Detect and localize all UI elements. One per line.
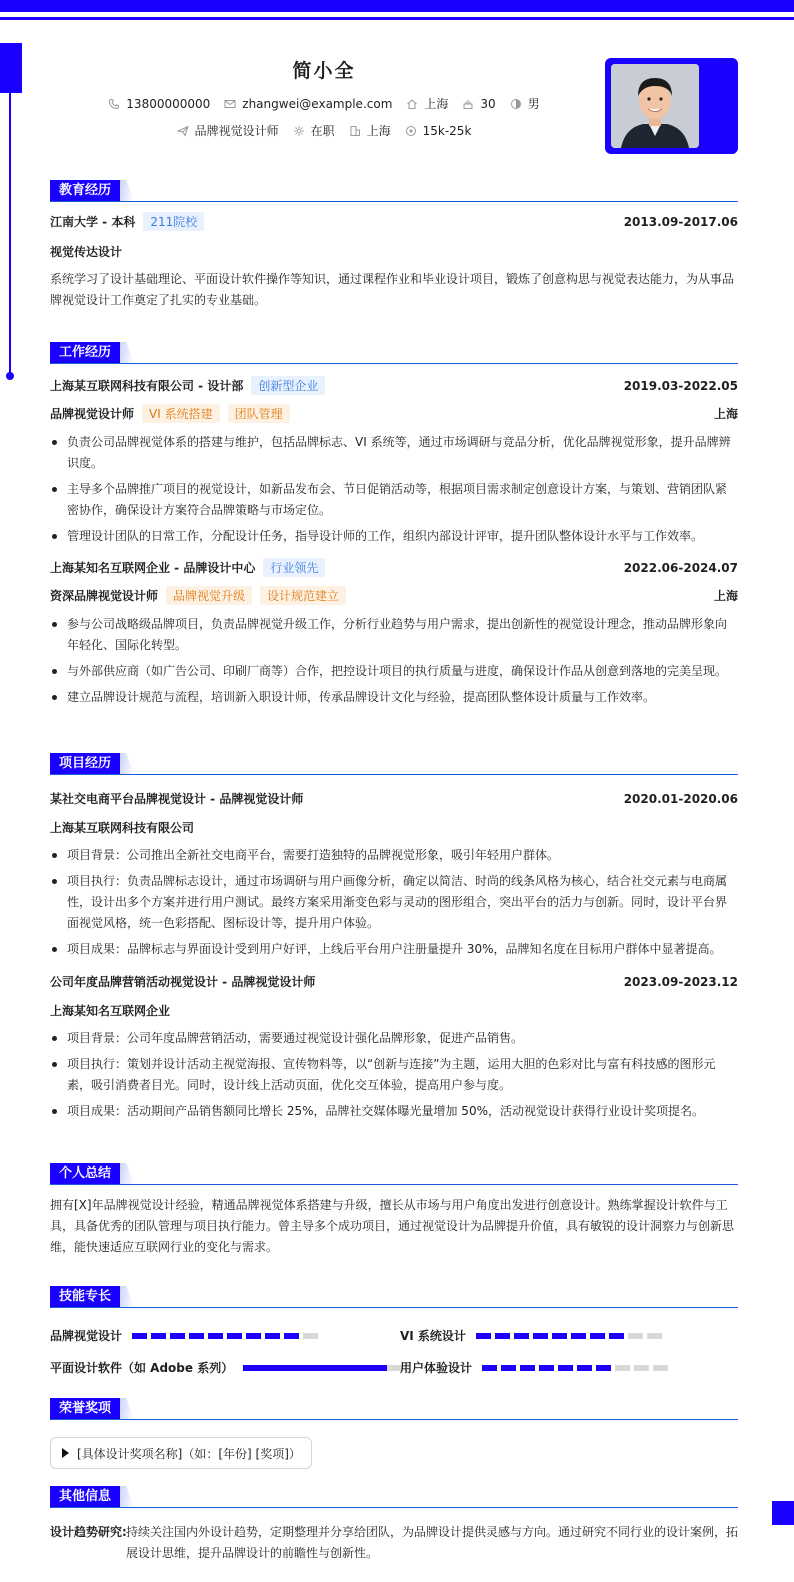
project-item xyxy=(50,790,738,960)
award-item[interactable] xyxy=(50,1437,312,1469)
left-accent-block xyxy=(0,43,22,93)
skill-level-segment-filled xyxy=(151,1333,166,1339)
job-tag: 团队管理 xyxy=(228,404,290,423)
skill-level-segment-filled xyxy=(514,1333,529,1339)
skill-name: 用户体验设计 xyxy=(400,1361,473,1375)
list-item: 项目成果：活动期间产品销售额同比增长 25%，品牌社交媒体曝光量增加 50%，活动视觉设计获得行业设计奖项提名。 xyxy=(50,1101,738,1122)
gear-icon xyxy=(293,125,305,137)
other-text: 持续关注国内外设计趋势，定期整理并分享给团队，为品牌设计提供灵感与方向。通过研究不同行业的设计案例，拓展设计思维，提升品牌设计的前瞻性与创新性。 xyxy=(126,1525,739,1560)
skills-section xyxy=(50,1286,738,1386)
skill-level-segment-empty xyxy=(634,1365,649,1371)
education-header-row xyxy=(50,212,738,231)
project-title: 某社交电商平台品牌视觉设计 - 品牌视觉设计师 xyxy=(50,792,304,806)
education-desc: 系统学习了设计基础理论、平面设计软件操作等知识，通过课程作业和毕业设计项目，锻炼了创意构思与视觉表达能力，为从事品牌视觉设计工作奠定了扎实的专业基础。 xyxy=(50,272,735,307)
skill-level-fill xyxy=(243,1365,387,1371)
skill-level-segment-filled xyxy=(571,1333,586,1339)
skill-item xyxy=(50,1327,318,1344)
project-period: 2023.09-2023.12 xyxy=(623,974,738,989)
section-label-tail xyxy=(120,1398,134,1419)
salary-text: 15k-25k xyxy=(422,123,472,138)
section-label-tail xyxy=(120,753,134,774)
project-period: 2020.01-2020.06 xyxy=(623,791,738,806)
school-name: 江南大学 - 本科 xyxy=(50,215,136,229)
skill-level-segment-filled xyxy=(533,1333,548,1339)
other-label: 设计趋势研究: xyxy=(50,1525,127,1539)
work-role-row xyxy=(50,586,738,605)
left-accent-line xyxy=(9,93,11,376)
email-item xyxy=(224,97,392,111)
education-period: 2013.09-2017.06 xyxy=(623,214,738,229)
skill-level-bar xyxy=(243,1365,403,1371)
section-label: 个人总结 xyxy=(50,1163,120,1184)
skill-level-segment-empty xyxy=(615,1365,630,1371)
company-badge: 行业领先 xyxy=(263,558,325,577)
skill-name: VI 系统设计 xyxy=(400,1329,466,1343)
work-item xyxy=(50,558,738,708)
work-city: 上海 xyxy=(713,589,738,603)
award-text: [具体设计奖项名称]（如：[年份] [奖项]） xyxy=(77,1446,301,1461)
expand-triangle-icon xyxy=(62,1448,69,1458)
right-accent-block xyxy=(772,1501,794,1525)
section-title xyxy=(50,1398,738,1420)
skill-level-segment-filled xyxy=(284,1333,299,1339)
hometown-item xyxy=(406,95,448,112)
list-item: 项目执行：负责品牌标志设计，通过市场调研与用户画像分析，确定以简洁、时尚的线条风格为核心，结合社交元素与电商属性，设计出多个方案并进行用户测试。最终方案采用渐变色彩与灵动的图形组合，突出平台的活力与创新。同时，设计平台界面视觉风格，统一色彩搭配、图标设计等，提升用户体验。 xyxy=(50,871,738,934)
work-city: 上海 xyxy=(713,407,738,421)
intention-row xyxy=(50,122,598,139)
skill-level-bar xyxy=(482,1365,668,1371)
skill-level-bar xyxy=(132,1333,318,1339)
section-title xyxy=(50,180,738,202)
project-header-row xyxy=(50,973,738,990)
job-title: 资深品牌视觉设计师 xyxy=(50,589,159,603)
skill-level-segment-filled xyxy=(482,1365,497,1371)
city-text: 上海 xyxy=(366,124,391,138)
skill-level-segment-filled xyxy=(552,1333,567,1339)
candidate-name: 简小全 xyxy=(292,60,356,82)
school-badge: 211院校 xyxy=(143,212,204,231)
skill-level-segment-filled xyxy=(577,1365,592,1371)
section-title xyxy=(50,1286,738,1308)
section-label-tail xyxy=(120,1286,134,1307)
work-role-row xyxy=(50,404,738,423)
company-name: 上海某知名互联网企业 - 品牌设计中心 xyxy=(50,561,256,575)
skill-level-segment-filled xyxy=(170,1333,185,1339)
summary-section xyxy=(50,1163,738,1258)
status-item xyxy=(293,122,335,139)
skill-level-segment-empty xyxy=(628,1333,643,1339)
role-item xyxy=(177,122,279,139)
phone-item xyxy=(108,97,210,111)
skill-level-segment-filled xyxy=(609,1333,624,1339)
phone-icon xyxy=(108,98,120,110)
job-tag: 品牌视觉升级 xyxy=(166,586,252,605)
skill-level-segment-filled xyxy=(227,1333,242,1339)
mail-icon xyxy=(224,98,236,110)
skill-level-segment-filled xyxy=(501,1365,516,1371)
other-section xyxy=(50,1486,738,1564)
skill-item xyxy=(50,1359,403,1376)
work-header-row xyxy=(50,558,738,577)
section-label-tail xyxy=(120,180,134,201)
email-text: zhangwei@example.com xyxy=(242,96,393,111)
role-text: 品牌视觉设计师 xyxy=(194,124,279,138)
work-period: 2019.03-2022.05 xyxy=(623,378,738,393)
cake-icon xyxy=(462,98,474,110)
project-bullets xyxy=(50,845,738,960)
avatar xyxy=(611,64,699,148)
top-accent-bar xyxy=(0,0,794,12)
work-bullets xyxy=(50,614,738,708)
project-company: 上海某知名互联网企业 xyxy=(50,1004,171,1018)
age-item xyxy=(462,97,495,111)
skill-name: 品牌视觉设计 xyxy=(50,1329,123,1343)
city-item xyxy=(349,122,391,139)
skill-level-segment-filled xyxy=(590,1333,605,1339)
home-icon xyxy=(406,98,418,110)
section-label: 项目经历 xyxy=(50,753,120,774)
skill-level-segment-empty xyxy=(653,1365,668,1371)
top-accent-line xyxy=(0,17,794,20)
salary-item xyxy=(405,124,472,138)
skill-level-segment-filled xyxy=(596,1365,611,1371)
gender-item xyxy=(510,95,540,112)
left-accent-dot xyxy=(6,372,14,380)
project-header-row xyxy=(50,790,738,807)
skill-level-segment-empty xyxy=(303,1333,318,1339)
job-tag: 设计规范建立 xyxy=(260,586,346,605)
project-section xyxy=(50,753,738,1127)
section-title xyxy=(50,1163,738,1185)
work-bullets xyxy=(50,432,738,547)
section-title xyxy=(50,1486,738,1508)
work-item xyxy=(50,376,738,547)
section-label: 工作经历 xyxy=(50,342,120,363)
contact-row xyxy=(50,95,598,112)
skill-level-segment-filled xyxy=(265,1333,280,1339)
section-label: 技能专长 xyxy=(50,1286,120,1307)
list-item: 项目背景：公司年度品牌营销活动，需要通过视觉设计强化品牌形象，促进产品销售。 xyxy=(50,1028,738,1049)
project-item xyxy=(50,973,738,1122)
resume-header xyxy=(50,56,598,139)
list-item: 建立品牌设计规范与流程，培训新入职设计师，传承品牌设计文化与经验，提高团队整体设计质量与工作效率。 xyxy=(50,687,738,708)
skill-level-segment-filled xyxy=(208,1333,223,1339)
skill-level-segment-empty xyxy=(647,1333,662,1339)
section-label: 教育经历 xyxy=(50,180,120,201)
awards-section xyxy=(50,1398,738,1469)
skill-level-segment-filled xyxy=(132,1333,147,1339)
hometown-text: 上海 xyxy=(424,97,449,111)
section-label: 其他信息 xyxy=(50,1486,120,1507)
list-item: 主导多个品牌推广项目的视觉设计，如新品发布会、节日促销活动等，根据项目需求制定创意设计方案，与策划、营销团队紧密协作，确保设计方案符合品牌策略与市场定位。 xyxy=(50,479,738,521)
job-tag: VI 系统搭建 xyxy=(142,404,220,423)
major-name: 视觉传达设计 xyxy=(50,245,123,259)
photo-frame xyxy=(605,58,738,154)
company-name: 上海某互联网科技有限公司 - 设计部 xyxy=(50,379,244,393)
skill-level-bar xyxy=(476,1333,662,1339)
section-label-tail xyxy=(120,1163,134,1184)
skill-level-segment-filled xyxy=(558,1365,573,1371)
work-period: 2022.06-2024.07 xyxy=(623,560,738,575)
skill-item xyxy=(400,1359,668,1376)
skill-level-segment-filled xyxy=(476,1333,491,1339)
list-item: 项目执行：策划并设计活动主视觉海报、宣传物料等，以“创新与连接”为主题，运用大胆的色彩对比与富有科技感的图形元素，吸引消费者目光。同时，设计线上活动页面，优化交互体验，提高用户参与度。 xyxy=(50,1054,738,1096)
education-section xyxy=(50,180,738,311)
list-item: 项目背景：公司推出全新社交电商平台，需要打造独特的品牌视觉形象，吸引年轻用户群体。 xyxy=(50,845,738,866)
age-text: 30 xyxy=(480,96,496,111)
project-bullets xyxy=(50,1028,738,1122)
building-icon xyxy=(349,125,361,137)
section-label-tail xyxy=(120,1486,134,1507)
section-label: 荣誉奖项 xyxy=(50,1398,120,1419)
other-item xyxy=(50,1522,738,1564)
gender-icon xyxy=(510,98,522,110)
skill-name: 平面设计软件（如 Adobe 系列） xyxy=(50,1361,234,1375)
skill-item xyxy=(400,1327,662,1344)
skill-level-segment-filled xyxy=(520,1365,535,1371)
skill-level-segment-filled xyxy=(246,1333,261,1339)
work-section xyxy=(50,342,738,713)
list-item: 负责公司品牌视觉体系的搭建与维护，包括品牌标志、VI 系统等，通过市场调研与竞品分析，优化品牌视觉形象，提升品牌辨识度。 xyxy=(50,432,738,474)
project-title: 公司年度品牌营销活动视觉设计 - 品牌视觉设计师 xyxy=(50,975,316,989)
skill-level-segment-filled xyxy=(189,1333,204,1339)
section-title xyxy=(50,753,738,775)
summary-text: 拥有[X]年品牌视觉设计经验，精通品牌视觉体系搭建与升级，擅长从市场与用户角度出发进行创意设计。熟练掌握设计软件与工具，具备优秀的团队管理与项目执行能力。曾主导多个成功项目，通过视觉设计为品牌提升价值，具有敏锐的设计洞察力与创新思维，能快速适应互联网行业的变化与需求。 xyxy=(50,1198,735,1254)
job-title: 品牌视觉设计师 xyxy=(50,407,135,421)
skill-level-segment-filled xyxy=(495,1333,510,1339)
company-badge: 创新型企业 xyxy=(251,376,325,395)
phone-text: 13800000000 xyxy=(126,96,211,111)
status-text: 在职 xyxy=(310,124,335,138)
project-company: 上海某互联网科技有限公司 xyxy=(50,821,195,835)
list-item: 与外部供应商（如广告公司、印刷厂商等）合作，把控设计项目的执行质量与进度，确保设计作品从创意到落地的完美呈现。 xyxy=(50,661,738,682)
list-item: 项目成果：品牌标志与界面设计受到用户好评，上线后平台用户注册量提升 30%，品牌知名度在目标用户群体中显著提高。 xyxy=(50,939,738,960)
work-header-row xyxy=(50,376,738,395)
coin-icon xyxy=(405,125,417,137)
gender-text: 男 xyxy=(527,97,540,111)
list-item: 参与公司战略级品牌项目，负责品牌视觉升级工作，分析行业趋势与用户需求，提出创新性的视觉设计理念，推动品牌形象向年轻化、国际化转型。 xyxy=(50,614,738,656)
send-icon xyxy=(177,125,189,137)
skill-level-segment-filled xyxy=(539,1365,554,1371)
section-title xyxy=(50,342,738,364)
list-item: 管理设计团队的日常工作，分配设计任务，指导设计师的工作，组织内部设计评审，提升团队整体设计水平与工作效率。 xyxy=(50,526,738,547)
section-label-tail xyxy=(120,342,134,363)
